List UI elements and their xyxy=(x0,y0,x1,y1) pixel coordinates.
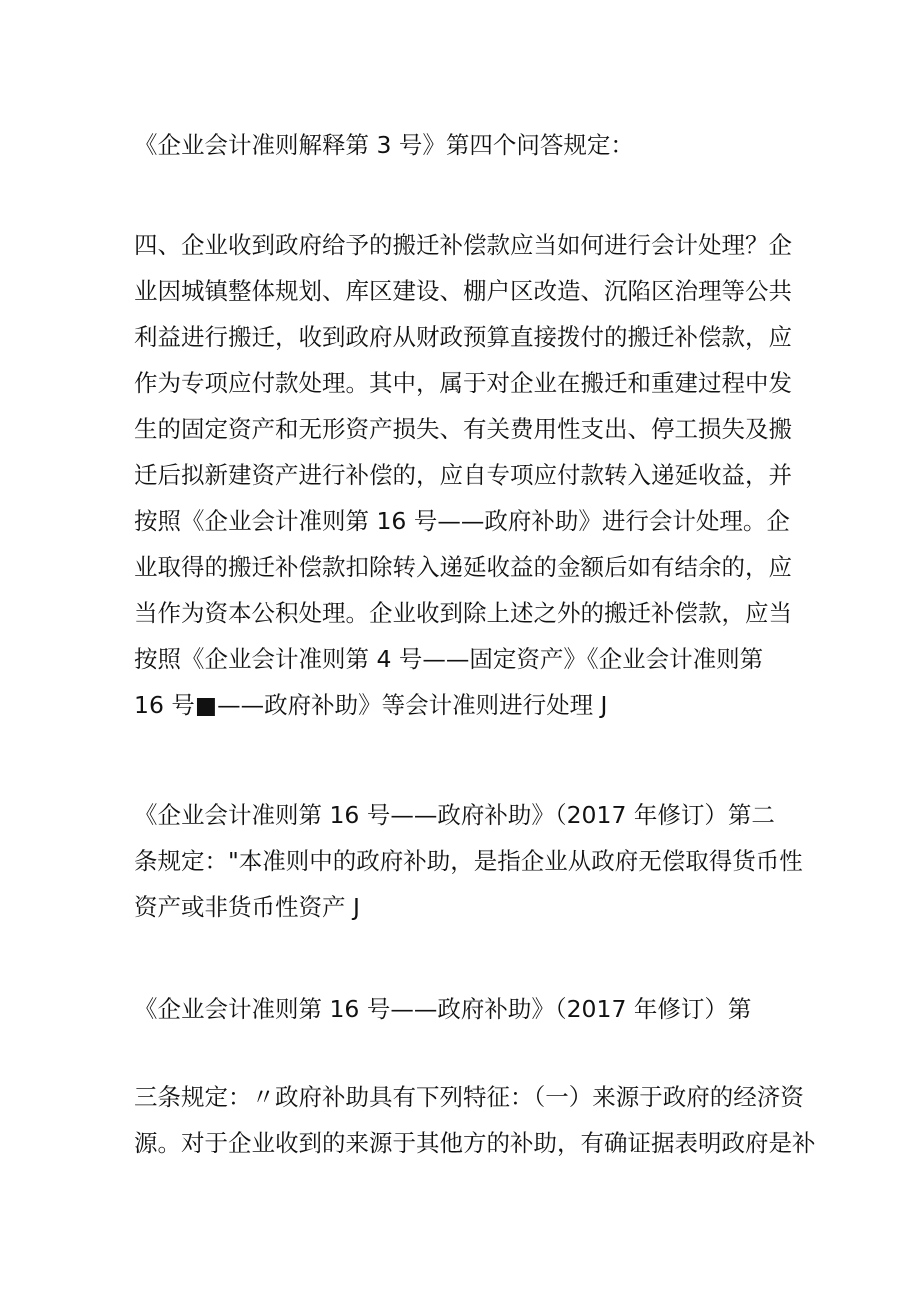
text-line: 条规定："本准则中的政府补助，是指企业从政府无偿取得货币性 xyxy=(134,847,803,875)
text-line: 业因城镇整体规划、库区建设、棚户区改造、沉陷区治理等公共 xyxy=(134,277,792,305)
text-line: 生的固定资产和无形资产损失、有关费用性支出、停工损失及搬 xyxy=(134,415,792,443)
text-line: 《企业会计准则第 16 号——政府补助》（2017 年修订）第二 xyxy=(134,801,775,829)
text-line: 《企业会计准则第 16 号——政府补助》（2017 年修订）第 xyxy=(134,995,752,1023)
text-line: 迁后拟新建资产进行补偿的，应自专项应付款转入递延收益，并 xyxy=(134,461,792,489)
text-line: 三条规定：〃政府补助具有下列特征：（一）来源于政府的经济资 xyxy=(134,1083,804,1111)
paragraph-interpretation-3-intro xyxy=(134,122,794,168)
text-line: 16 号■——政府补助》等会计准则进行处理 J xyxy=(134,691,608,719)
paragraph-standard-16-article-2 xyxy=(134,792,803,930)
text-line: 资产或非货币性资产 J xyxy=(134,893,360,921)
text-line: 业取得的搬迁补偿款扣除转入递延收益的金额后如有结余的，应 xyxy=(134,553,792,581)
text-line: 利益进行搬迁，收到政府从财政预算直接拨付的搬迁补偿款，应 xyxy=(134,323,792,351)
text-line: 《企业会计准则解释第 3 号》第四个问答规定： xyxy=(134,131,634,159)
paragraph-standard-16-article-3-body xyxy=(134,1074,816,1166)
text-line: 按照《企业会计准则第 4 号——固定资产》《企业会计准则第 xyxy=(134,645,764,673)
paragraph-relocation-compensation xyxy=(134,222,794,728)
text-line: 按照《企业会计准则第 16 号——政府补助》进行会计处理。企 xyxy=(134,507,790,535)
text-line: 四、企业收到政府给予的搬迁补偿款应当如何进行会计处理？企 xyxy=(134,231,792,259)
text-line: 当作为资本公积处理。企业收到除上述之外的搬迁补偿款，应当 xyxy=(134,599,792,627)
text-line: 源。对于企业收到的来源于其他方的补助，有确证据表明政府是补 xyxy=(134,1129,816,1157)
paragraph-standard-16-article-3-heading xyxy=(134,986,794,1032)
text-line: 作为专项应付款处理。其中，属于对企业在搬迁和重建过程中发 xyxy=(134,369,792,397)
